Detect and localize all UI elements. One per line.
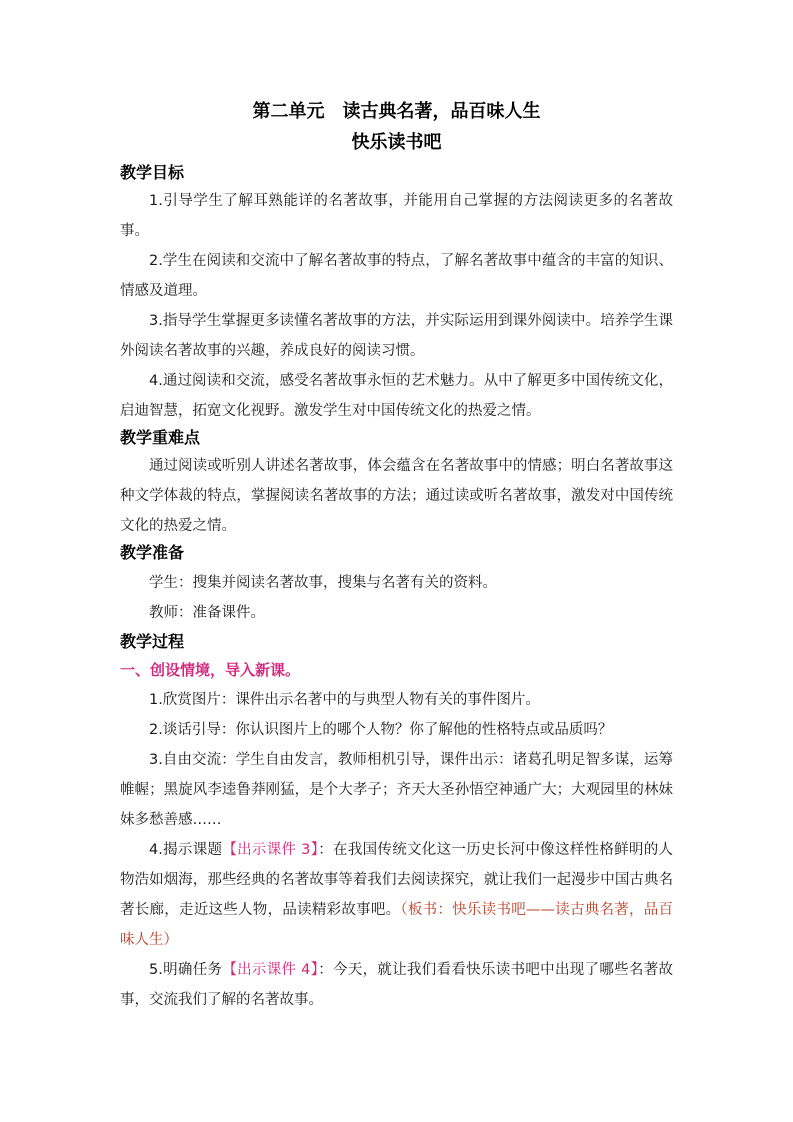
section-heading-preparation: 教学准备 [120,543,185,562]
section-heading-process: 教学过程 [120,632,185,651]
process-paragraph-5 [120,955,673,1015]
process-paragraph-1: 1.欣赏图片：课件出示名著中的与典型人物有关的事件图片。 [149,692,540,708]
process-paragraph-3: 3.自由交流：学生自由发言，教师相机引导，课件出示：诸葛孔明足智多谋，运筹帷幄；黑旋风李逵鲁莽刚猛，是个大孝子；齐天大圣孙悟空神通广大；大观园里的林妹妹多愁善感…… [120,752,673,828]
key-points-text: 通过阅读或听别人讲述名著故事，体会蕴含在名著故事中的情感；明白名著故事这种文学体裁的特点，掌握阅读名著故事的方法；通过读或听名著故事，激发对中国传统文化的热爱之情。 [120,458,673,534]
blackboard-note: （板书：快乐读书吧——读古典名著，品百味人生） [120,902,674,948]
courseware-tag-4: 【出示课件 4】 [222,962,319,978]
document-subtitle: 快乐读书吧 [351,132,442,153]
objective-item-4: 4.通过阅读和交流，感受名著故事永恒的艺术魅力。从中了解更多中国传统文化，启迪智慧，拓宽文化视野。激发学生对中国传统文化的热爱之情。 [120,373,673,419]
p5-lead: 5.明确任务 [149,962,223,978]
process-paragraph-4 [120,835,673,955]
section-heading-key-points: 教学重难点 [120,428,201,447]
section-heading-objectives: 教学目标 [120,163,185,182]
preparation-teacher: 教师：准备课件。 [149,605,265,621]
document-title: 第二单元 读古典名著，品百味人生 [252,101,541,122]
courseware-tag-3: 【出示课件 3】 [222,842,319,858]
p4-lead: 4.揭示课题 [149,842,223,858]
process-paragraph-2: 2.谈话引导：你认识图片上的哪个人物？你了解他的性格特点或品质吗？ [149,722,613,738]
objective-item-2: 2.学生在阅读和交流中了解名著故事的特点，了解名著故事中蕴含的丰富的知识、情感及道理。 [120,253,673,299]
process-step1-title: 一、创设情境，导入新课。 [120,661,301,679]
preparation-student: 学生：搜集并阅读名著故事，搜集与名著有关的资料。 [149,575,497,591]
p4-body: ：在我国传统文化这一历史长河中像这样性格鲜明的人物浩如烟海，那些经典的名著故事等着我们去阅读探究，就让我们一起漫步中国古典名著长廊，走近这些人物，品读精彩故事吧。 [120,842,673,918]
p5-body: ：今天，就让我们看看快乐读书吧中出现了哪些名著故事，交流我们了解的名著故事。 [120,962,673,1008]
objective-item-1: 1.引导学生了解耳熟能详的名著故事，并能用自己掌握的方法阅读更多的名著故事。 [120,193,673,239]
objective-item-3: 3.指导学生掌握更多读懂名著故事的方法，并实际运用到课外阅读中。培养学生课外阅读名著故事的兴趣，养成良好的阅读习惯。 [120,313,673,359]
